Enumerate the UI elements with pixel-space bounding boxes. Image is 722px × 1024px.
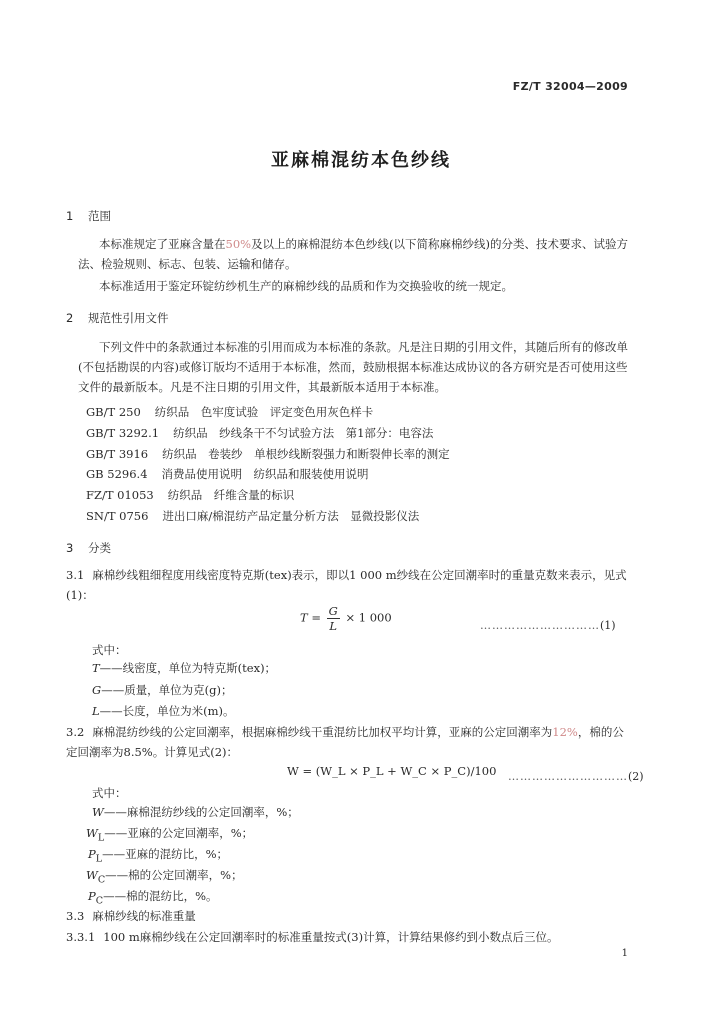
formula-2: W = (W_L × P_L + W_C × P_C)/100 <box>287 764 497 778</box>
section-title: 规范性引用文件 <box>88 311 169 325</box>
section-2-heading <box>66 310 169 326</box>
highlighted-value: 12% <box>552 725 578 739</box>
equation-number-1: …………………………(1) <box>480 619 616 632</box>
clause-number: 3.3.1 <box>66 930 96 944</box>
variable-definition: G——质量，单位为克(g)； <box>92 683 233 697</box>
clause-number: 3.2 <box>66 725 85 739</box>
variable-definition: $W_L——$亚麻的公定回潮率，%； <box>86 826 254 844</box>
reference-item: GB/T 3292.1 纺织品 纱线条干不匀试验方法 第1部分：电容法 <box>86 426 434 440</box>
page-number: 1 <box>621 948 628 959</box>
clause-3-3-1: 3.3.1 100 m麻棉纱线在公定回潮率时的标准重量按式(3)计算，计算结果修约到小数点后三位。 <box>66 930 559 944</box>
variable-definition: T——线密度，单位为特克斯(tex)； <box>92 661 277 675</box>
section-1-paragraph-1: 本标准规定了亚麻含量在50%及以上的麻棉混纺本色纱线(以下简称麻棉纱线)的分类、技术要求、试验方法、检验规则、标志、包装、运输和储存。 <box>78 237 629 271</box>
clause-3-3: 3.3 麻棉纱线的标准重量 <box>66 909 196 923</box>
reference-item: FZ/T 01053 纺织品 纤维含量的标识 <box>86 488 295 502</box>
variable-definition: $W_C——$棉的公定回潮率，%； <box>86 868 243 886</box>
equation-number-2: …………………………(2) <box>508 770 644 783</box>
variable-definition: W——麻棉混纺纱线的公定回潮率，%； <box>92 805 299 819</box>
highlighted-value: 50% <box>225 237 252 251</box>
reference-item: GB/T 250 纺织品 色牢度试验 评定变色用灰色样卡 <box>86 405 374 419</box>
variable-definition: L——长度，单位为米(m)。 <box>92 704 235 718</box>
section-number: 3 <box>66 541 74 555</box>
section-number: 1 <box>66 209 74 223</box>
standard-code: FZ/T 32004—2009 <box>512 80 628 93</box>
fraction: $\frac{G}{L}$ <box>328 604 338 633</box>
variable-definition: $P_L——$亚麻的混纺比，%； <box>88 847 229 865</box>
page-title: 亚麻棉混纺本色纱线 <box>271 150 451 171</box>
clause-number: 3.3 <box>66 909 85 923</box>
reference-item: GB/T 3916 纺织品 卷装纱 单根纱线断裂强力和断裂伸长率的测定 <box>86 447 450 461</box>
section-3-heading <box>66 540 111 556</box>
clause-3-1: 3.1 麻棉纱线粗细程度用线密度特克斯(tex)表示，即以1 000 m纱线在公定回潮率时的重量克数来表示，见式(1)： <box>66 568 627 602</box>
formula-1: T = $\frac{G}{L}$ × 1 000 <box>300 604 392 633</box>
section-number: 2 <box>66 311 74 325</box>
variable-definition: $P_C——$棉的混纺比，%。 <box>88 889 218 907</box>
section-1-heading <box>66 208 111 224</box>
section-1-paragraph-2: 本标准适用于鉴定环锭纺纱机生产的麻棉纱线的品质和作为交换验收的统一规定。 <box>99 279 513 293</box>
section-2-paragraph: 下列文件中的条款通过本标准的引用而成为本标准的条款。凡是注日期的引用文件，其随后所有的修改单(不包括勘误的内容)或修订版均不适用于本标准，然而，鼓励根据本标准达成协议的各方研究是否可使用这些文件的最新版本。凡是不注日期的引用文件，其最新版本适用于本标准。 <box>78 340 628 394</box>
reference-item: GB 5296.4 消费品使用说明 纺织品和服装使用说明 <box>86 467 369 481</box>
where-label: 式中： <box>92 786 127 800</box>
section-title: 分类 <box>88 541 111 555</box>
clause-3-2: 3.2 麻棉混纺纱线的公定回潮率，根据麻棉纱线干重混纺比加权平均计算，亚麻的公定回潮率为12%，棉的公定回潮率为8.5%。计算见式(2)： <box>66 725 624 759</box>
clause-number: 3.1 <box>66 568 85 582</box>
where-label: 式中： <box>92 643 127 657</box>
section-title: 范围 <box>88 209 111 223</box>
reference-item: SN/T 0756 进出口麻/棉混纺产品定量分析方法 显微投影仪法 <box>86 509 420 523</box>
